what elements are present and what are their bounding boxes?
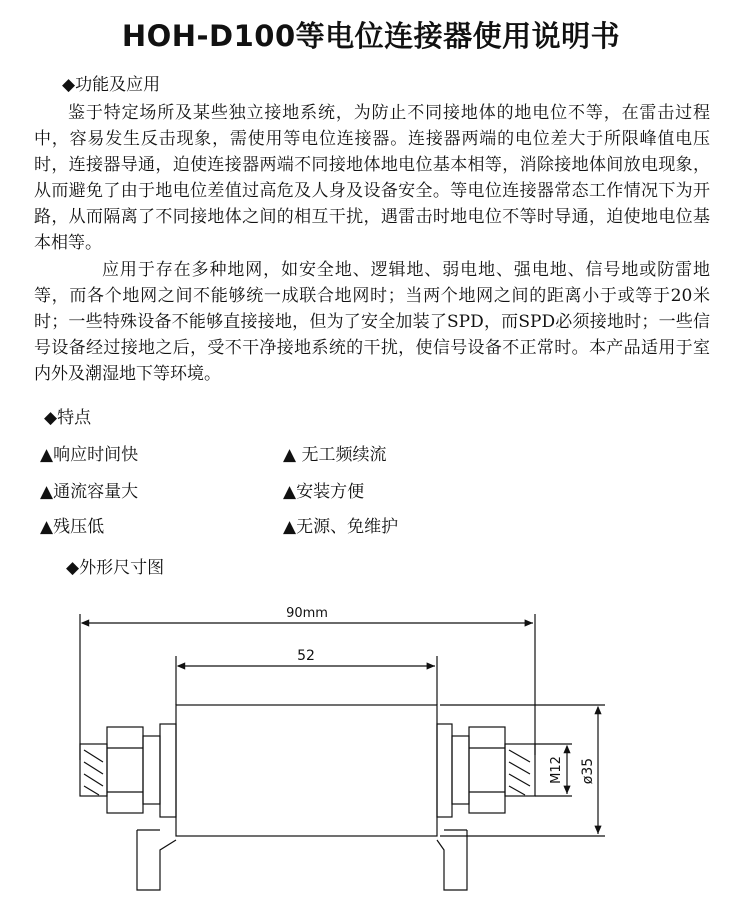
feature-item: ▲ 无工频续流 [283,445,387,465]
feature-item: ▲安装方便 [283,482,365,502]
feature-item: ▲响应时间快 [40,445,139,465]
paragraph-function: 鉴于特定场所及某些独立接地系统，为防止不同接地体的地电位不等，在雷击过程中，容易发生反击现象，需使用等电位连接器。连接器两端的电位差大于所限峰值电压时，连接器导通，迫使连接器两端不同接地体地电位基本相等，消除接地体间放电现象，从而避免了由于地电位差值过高危及人身及设备安全。等电位连接器常态工作情况下为开路，从而隔离了不同接地体之间的相互干扰，遇雷击时地电位不等时导通，迫使地电位基本相等。 [34,103,710,253]
dimension-diameter: ø35 [580,757,596,785]
page-title: HOH-D100等电位连接器使用说明书 [121,19,621,53]
dimension-total-length: 90mm [286,606,328,621]
dimension-drawing [0,590,742,910]
feature-item: ▲通流容量大 [40,482,139,502]
section-heading-features: ◆特点 [44,408,92,428]
section-heading-function: ◆功能及应用 [62,75,161,95]
paragraph-application: 应用于存在多种地网，如安全地、逻辑地、弱电地、强电地、信号地或防雷地等，而各个地网之间不能够统一成联合地网时；当两个地网之间的距离小于或等于20米时；一些特殊设备不能够直接接地，但为了安全加装了SPD，而SPD必须接地时；一些信号设备经过接地之后，受不干净接地系统的干扰，使信号设备不正常时。本产品适用于室内外及潮湿地下等环境。 [34,260,710,384]
dimension-thread: M12 [549,756,564,784]
feature-item: ▲无源、免维护 [283,517,399,537]
feature-item: ▲残压低 [40,517,105,537]
section-heading-drawing: ◆外形尺寸图 [66,558,165,578]
dimension-body-length: 52 [297,648,315,664]
